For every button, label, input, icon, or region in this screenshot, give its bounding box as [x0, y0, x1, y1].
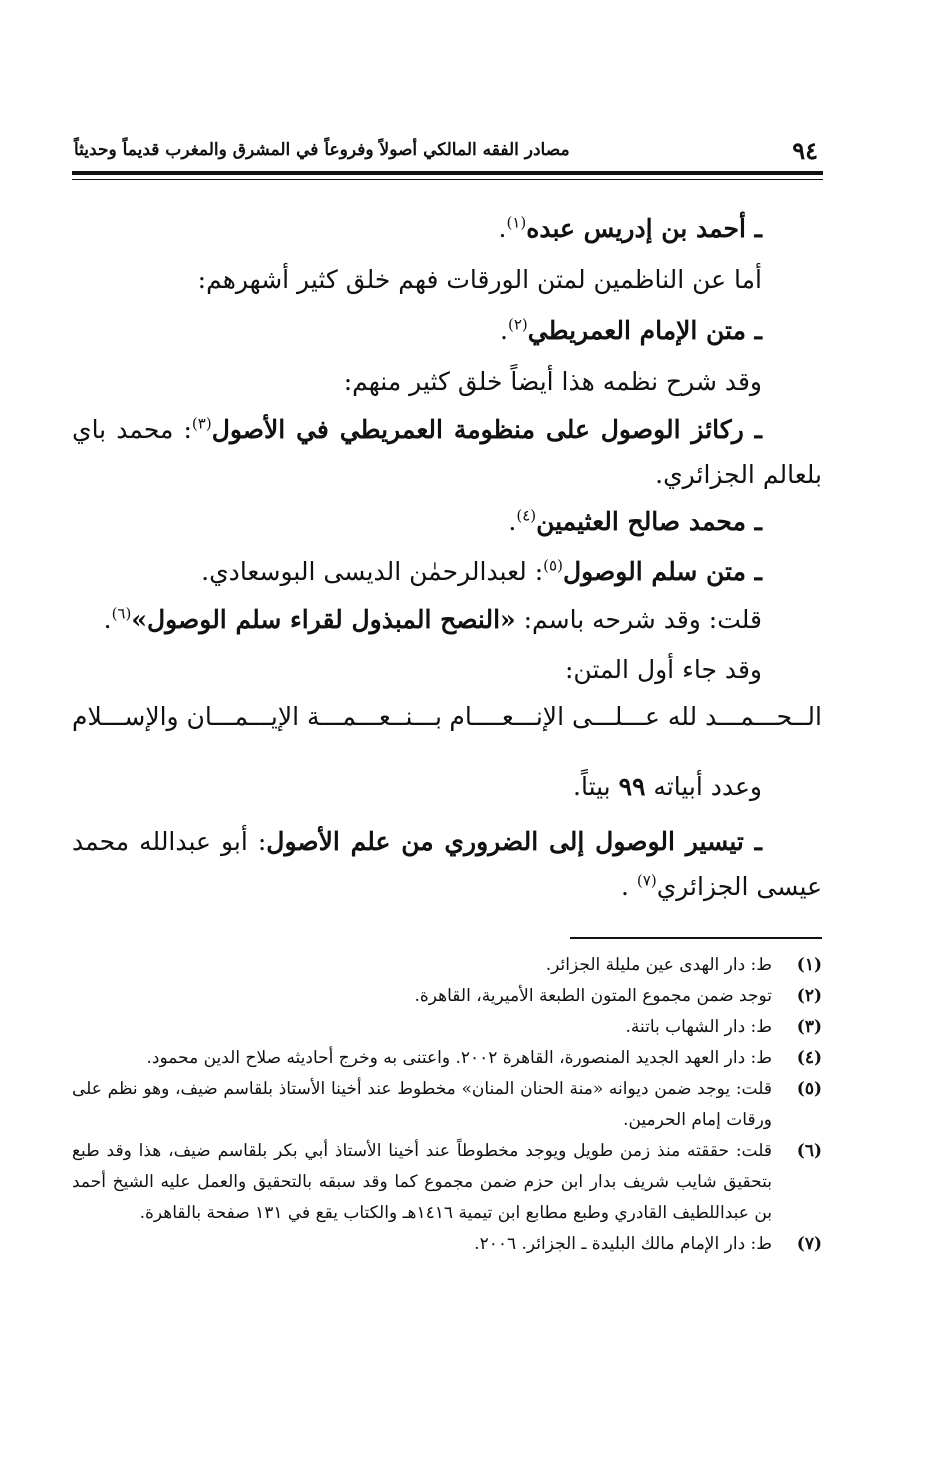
paragraph-line: وقد شرح نظمه هذا أيضاً خلق كثير منهم: — [343, 367, 762, 396]
verse-second-hemistich: بـــنــعـــمـــة الإيـــمـــان والإســـلام — [72, 702, 443, 731]
paragraph-line: أما عن الناظمين لمتن الورقات فهم خلق كثير أشهرهم: — [197, 265, 762, 294]
paragraph-line: قلت: وقد شرحه باسم: «النصح المبذول لقراء سلم الوصول»$^{(٦)}$. — [103, 604, 762, 634]
footnote: (٤) ط: دار العهد الجديد المنصورة، القاهرة ٢٠٠٢. واعتنى به وخرج أحاديثه صلاح الدين محمود. — [72, 1043, 822, 1074]
entry-ahmad-ibn-idris: ـ أحمد بن إدريس عبده$^{(١)}$. — [498, 213, 762, 243]
running-title: مصادر الفقه المالكي أصولاً وفروعاً في المشرق والمغرب قديماً وحديثاً — [74, 140, 570, 160]
footnote-number: (٣) — [796, 1017, 822, 1037]
entry-imriti: ـ متن الإمام العمريطي$^{(٢)}$. — [500, 315, 762, 345]
footnote: (٦) قلت: حققته منذ زمن طويل ويوجد مخطوطاً عند أخينا الأستاذ أبي بكر بلقاسم ضيف، هذا وقد طبع بتحقيق شايب شريف بدار ابن حزم ضمن مجموع كما وقد سبقه بالتحقيق والعمل عليه الشيخ أحمد بن عبداللطيف القادري وطبع مطابع ابن تيمية ١٤١٦هـ والكتاب يقع في ١٣١ صفحة بالقاهرة. — [72, 1136, 822, 1229]
footnote-number: (٧) — [796, 1234, 822, 1254]
paragraph-line: بلعالم الجزائري. — [655, 460, 822, 489]
header-rule-thin — [72, 179, 823, 180]
entry-uthaymin: ـ محمد صالح العثيمين$^{(٤)}$. — [508, 506, 762, 536]
footnote-number: (٤) — [796, 1048, 822, 1068]
footnote-number: (١) — [796, 955, 822, 975]
header-rule-thick — [72, 171, 823, 175]
verse-first-hemistich: الــحـــمـــد لله عـــلـــى الإنـــعــــام — [449, 702, 822, 731]
entry-sullam: ـ متن سلم الوصول$^{(٥)}$: لعبدالرحمٰن الديسى البوسعادي. — [201, 556, 762, 586]
paragraph-line: وقد جاء أول المتن: — [564, 655, 762, 684]
paragraph-line: وعدد أبياته ٩٩ بيتاً. — [573, 772, 762, 801]
footnotes — [72, 950, 822, 1260]
page-header — [72, 132, 822, 166]
footnote: (٣) ط: دار الشهاب باتنة. — [72, 1012, 822, 1043]
footnote-number: (٢) — [796, 986, 822, 1006]
paragraph-line: عيسى الجزائري$^{(٧)}$ . — [621, 871, 822, 901]
page-number: ٩٤ — [792, 136, 818, 165]
footnote: (٧) ط: دار الإمام مالك البليدة ـ الجزائر. ٢٠٠٦. — [72, 1229, 822, 1260]
poem-verse — [72, 702, 822, 742]
entry-taysir: ـ تيسير الوصول إلى الضروري من علم الأصول: أبو عبدالله محمد — [72, 827, 762, 856]
footnote-number: (٥) — [796, 1079, 822, 1099]
entry-rakaiz: ـ ركائز الوصول على منظومة العمريطي في الأصول$^{(٣)}$: محمد باي — [72, 414, 762, 444]
footnote: (٥) قلت: يوجد ضمن ديوانه «منة الحنان المنان» مخطوط عند أخينا الأستاذ بلقاسم ضيف، وهو نظم على ورقات إمام الحرمين. — [72, 1074, 822, 1136]
footnote-separator — [570, 937, 822, 939]
footnote-number: (٦) — [796, 1141, 822, 1161]
footnote: (٢) توجد ضمن مجموع المتون الطبعة الأميرية، القاهرة. — [72, 981, 822, 1012]
footnote: (١) ط: دار الهدى عين مليلة الجزائر. — [72, 950, 822, 981]
